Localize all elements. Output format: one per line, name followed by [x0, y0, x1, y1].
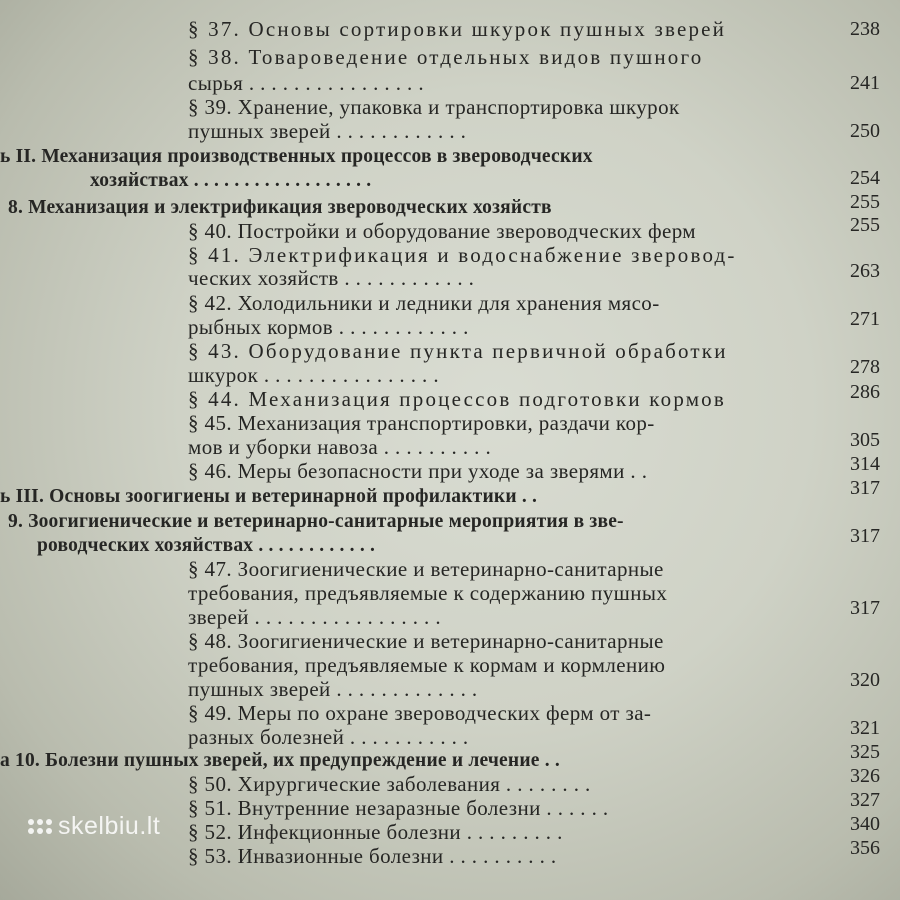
toc-section-line: § 44. Механизация процессов подготовки кормов [188, 387, 727, 411]
toc-page-number: 314 [850, 453, 880, 475]
toc-page-number: 340 [850, 813, 880, 835]
toc-page-number: 317 [850, 477, 880, 499]
toc-section-line: § 53. Инвазионные болезни . . . . . . . . . . [188, 844, 557, 868]
toc-section-line: § 47. Зоогигиенические и ветеринарно-санитарные [188, 557, 664, 581]
toc-page-number: 317 [850, 525, 880, 547]
toc-page-number: 317 [850, 597, 880, 619]
toc-section-line: пушных зверей . . . . . . . . . . . . [188, 119, 467, 143]
toc-section-line: сырья . . . . . . . . . . . . . . . . [188, 71, 424, 95]
toc-page-number: 263 [850, 260, 880, 282]
toc-page-number: 321 [850, 717, 880, 739]
toc-page-number: 255 [850, 191, 880, 213]
toc-section-line: § 37. Основы сортировки шкурок пушных зверей [188, 17, 727, 41]
toc-section-line: § 43. Оборудование пункта первичной обработки [188, 339, 728, 363]
toc-section-line: § 41. Электрификация и водоснабжение зверовод- [188, 243, 737, 267]
toc-section-line: § 51. Внутренние незаразные болезни . . . . . . [188, 796, 609, 820]
toc-section-line: § 49. Меры по охране звероводческих ферм от за- [188, 701, 652, 725]
toc-page-number: 250 [850, 120, 880, 142]
toc-page-number: 241 [850, 72, 880, 94]
toc-section-line: ческих хозяйств . . . . . . . . . . . . [188, 266, 475, 290]
toc-page-number: 271 [850, 308, 880, 330]
toc-section-line: рыбных кормов . . . . . . . . . . . . [188, 315, 469, 339]
toc-section-line: пушных зверей . . . . . . . . . . . . . [188, 677, 478, 701]
toc-page-number: 326 [850, 765, 880, 787]
toc-section-line: § 39. Хранение, упаковка и транспортировка шкурок [188, 95, 680, 119]
toc-chapter-line: а 10. Болезни пушных зверей, их предупреждение и лечение . . [0, 750, 560, 771]
toc-section-line: § 45. Механизация транспортировки, раздачи кор- [188, 411, 655, 435]
toc-chapter-line: роводческих хозяйствах . . . . . . . . . . . . [37, 535, 376, 556]
toc-chapter-line: ь III. Основы зоогигиены и ветеринарной профилактики . . [0, 486, 538, 507]
toc-section-line: шкурок . . . . . . . . . . . . . . . . [188, 363, 439, 387]
toc-section-line: разных болезней . . . . . . . . . . . [188, 725, 469, 749]
toc-section-line: § 46. Меры безопасности при уходе за зверями . . [188, 459, 648, 483]
toc-section-line: зверей . . . . . . . . . . . . . . . . . [188, 605, 441, 629]
toc-section-line: § 38. Товароведение отдельных видов пушного [188, 45, 704, 69]
toc-section-line: § 52. Инфекционные болезни . . . . . . . . . [188, 820, 563, 844]
toc-page-number: 356 [850, 837, 880, 859]
toc-chapter-line: ь II. Механизация производственных процессов в звероводческих [0, 146, 593, 167]
toc-page-number: 254 [850, 167, 880, 189]
toc-page-number: 238 [850, 18, 880, 40]
toc-section-line: § 48. Зоогигиенические и ветеринарно-санитарные [188, 629, 664, 653]
toc-page-number: 325 [850, 741, 880, 763]
toc-section-line: мов и уборки навоза . . . . . . . . . . [188, 435, 492, 459]
toc-page-number: 286 [850, 381, 880, 403]
toc-chapter-line: 9. Зоогигиенические и ветеринарно-санитарные мероприятия в зве- [8, 511, 624, 532]
toc-section-line: требования, предъявляемые к кормам и кормлению [188, 653, 666, 677]
toc-chapter-line: 8. Механизация и электрификация звероводческих хозяйств [8, 197, 552, 218]
toc-section-line: § 50. Хирургические заболевания . . . . . . . . [188, 772, 591, 796]
toc-page-number: 327 [850, 789, 880, 811]
toc-section-line: требования, предъявляемые к содержанию пушных [188, 581, 668, 605]
toc-page-number: 320 [850, 669, 880, 691]
watermark-text: skelbiu.lt [58, 812, 161, 840]
toc-page-number: 278 [850, 356, 880, 378]
toc-page-number: 255 [850, 214, 880, 236]
toc-section-line: § 40. Постройки и оборудование звероводческих ферм [188, 219, 696, 243]
watermark [28, 812, 160, 841]
toc-page-number: 305 [850, 429, 880, 451]
watermark-logo-icon [28, 819, 52, 834]
toc-chapter-line: хозяйствах . . . . . . . . . . . . . . . . . . [90, 170, 372, 191]
toc-section-line: § 42. Холодильники и ледники для хранения мясо- [188, 291, 660, 315]
